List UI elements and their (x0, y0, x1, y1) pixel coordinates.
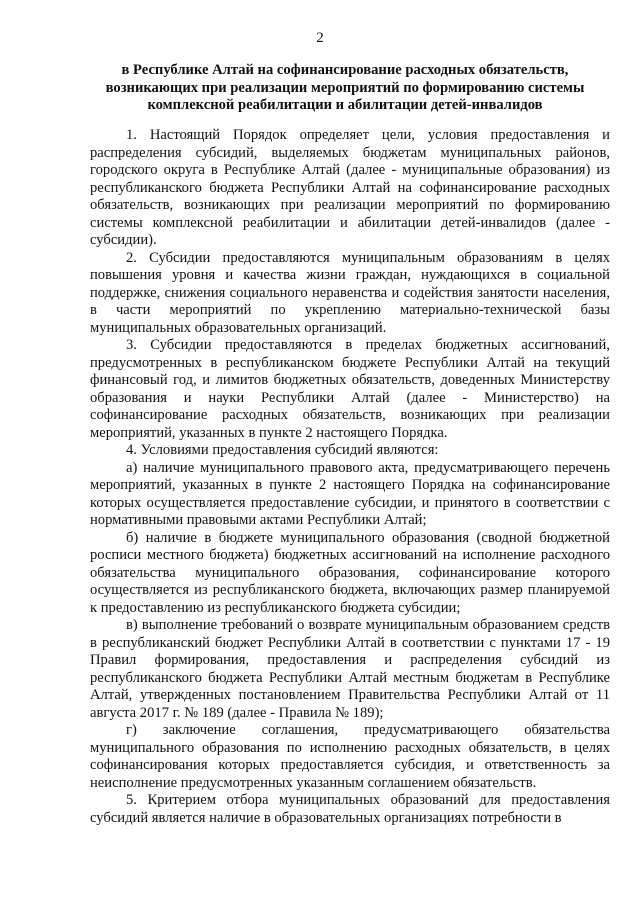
paragraph-2: 2. Субсидии предоставляются муниципальным образованиям в целях повышения уровня и качества жизни граждан, нуждающихся в социальной поддержке, снижения социального неравенства и содействия занятости населения, в части мероприятий по укреплению материально-технической базы муниципальных образовательных организаций. (90, 249, 610, 336)
document-body (90, 127, 610, 827)
document-heading (80, 62, 610, 115)
paragraph-4g: г) заключение соглашения, предусматривающего обязательства муниципального образования по исполнению расходных обязательств, в целях софинансирования которых предоставляется субсидия, и ответственность за неисполнение предусмотренных указанным соглашением обязательств. (90, 722, 610, 791)
paragraph-4b: б) наличие в бюджете муниципального образования (сводной бюджетной росписи местного бюджета) бюджетных ассигнований на исполнение расходного обязательства муниципального образования, софинансирование которого осуществляется из республиканского бюджета, включающих размер планируемой к предоставлению из республиканского бюджета субсидии; (90, 529, 610, 616)
page-number: 2 (316, 30, 324, 46)
heading-line: комплексной реабилитации и абилитации детей-инвалидов (147, 97, 543, 113)
paragraph-4v: в) выполнение требований о возврате муниципальным образованием средств в республиканский бюджет Республики Алтай в соответствии с пунктами 17 - 19 Правил формирования, предоставления и распределения субсидий из республиканского бюджета Республики Алтай местным бюджетам в Республике Алтай, утвержденных постановлением Правительства Республики Алтай от 11 августа 2017 г. № 189 (далее - Правила № 189); (90, 617, 610, 721)
heading-line: в Республике Алтай на софинансирование расходных обязательств, (121, 62, 569, 78)
paragraph-5: 5. Критерием отбора муниципальных образований для предоставления субсидий является наличие в образовательных организациях потребности в (90, 792, 610, 826)
heading-line: возникающих при реализации мероприятий по формированию системы (105, 79, 585, 96)
paragraph-4a: а) наличие муниципального правового акта, предусматривающего перечень мероприятий, указанных в пункте 2 настоящего Порядка на софинансирование которых осуществляется предоставление субсидии, и принятого в соответствии с нормативными правовыми актами Республики Алтай; (90, 459, 610, 528)
paragraph-4: 4. Условиями предоставления субсидий являются: (126, 442, 439, 458)
paragraph-3: 3. Субсидии предоставляются в пределах бюджетных ассигнований, предусмотренных в республиканском бюджете Республики Алтай на текущий финансовый год, и лимитов бюджетных обязательств, доведенных Министерству образования и науки Республики Алтай (далее - Министерство) на софинансирование расходных обязательств, возникающих при реализации мероприятий, указанных в пункте 2 настоящего Порядка. (90, 337, 610, 441)
paragraph-1: 1. Настоящий Порядок определяет цели, условия предоставления и распределения субсидий, выделяемых бюджетам муниципальных районов, городского округа в Республике Алтай (далее - муниципальные образования) из республиканского бюджета Республики Алтай на софинансирование расходных обязательств, возникающих при реализации мероприятий по формированию системы комплексной реабилитации и абилитации детей-инвалидов (далее - субсидии). (90, 127, 610, 248)
